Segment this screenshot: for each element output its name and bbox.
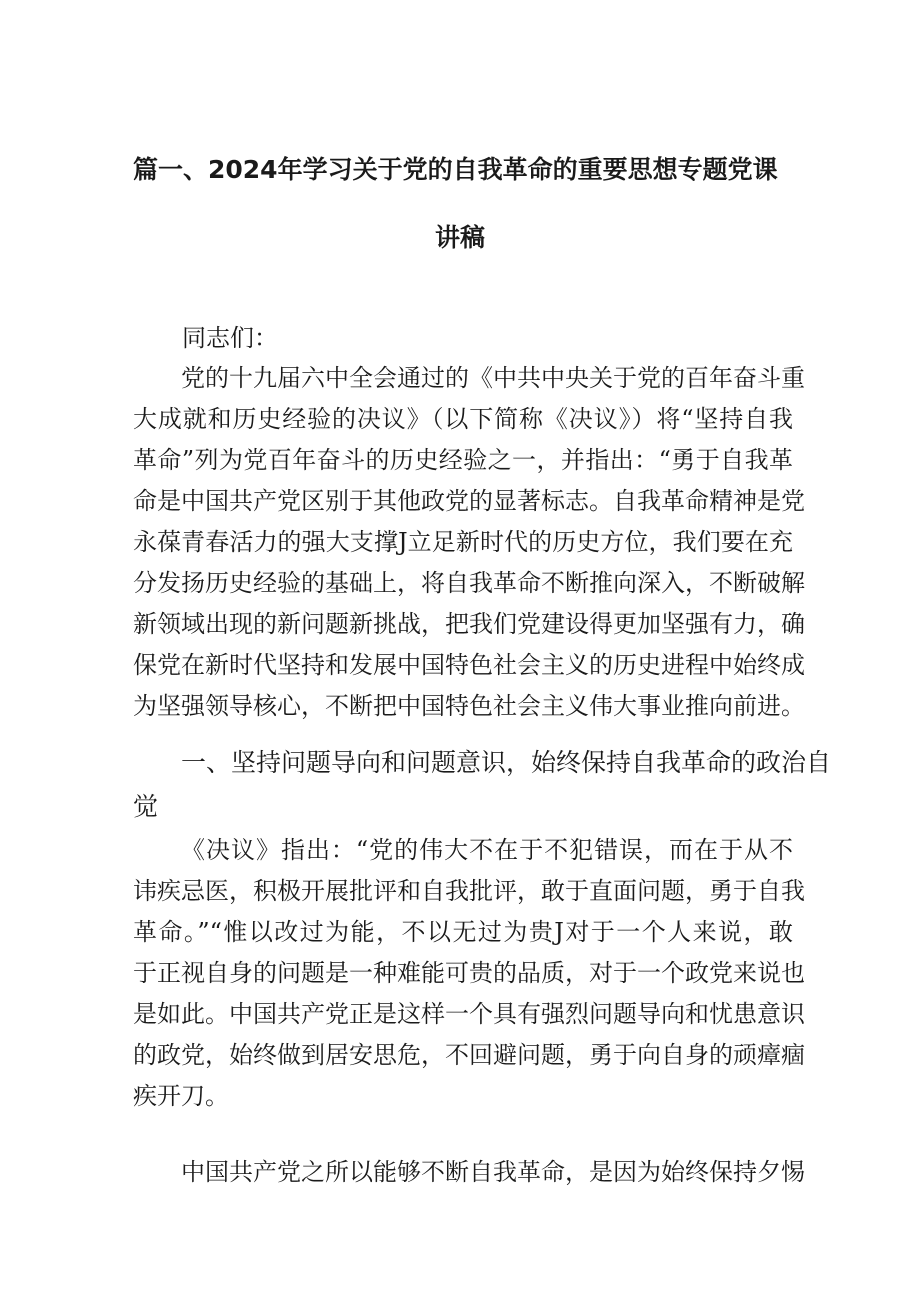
heading-line: 觉 — [133, 792, 159, 821]
paragraph-line: 分发扬历史经验的基础上，将自我革命不断推向深入，不断破解 — [133, 569, 805, 597]
paragraph-line: 讳疾忌医，积极开展批评和自我批评，敢于直面问题，勇于自我 — [133, 877, 805, 905]
paragraph-line: 为坚强领导核心，不断把中国特色社会主义伟大事业推向前进。 — [133, 692, 805, 720]
paragraph-line: 党的十九届六中全会通过的《中共中央关于党的百年奋斗重 — [181, 364, 805, 392]
paragraph-line: 新领域出现的新问题新挑战，把我们党建设得更加坚强有力，确 — [133, 610, 805, 638]
paragraph-2 — [133, 830, 805, 1117]
section-heading-1 — [133, 741, 832, 829]
paragraph-line: 是如此。中国共产党正是这样一个具有强烈问题导向和忧患意识 — [133, 1000, 805, 1028]
paragraph-line: 《决议》指出：“党的伟大不在于不犯错误，而在于从不 — [181, 836, 793, 864]
heading-line: 一、坚持问题导向和问题意识，始终保持自我革命的政治自 — [181, 748, 832, 777]
paragraph-line: 命是中国共产党区别于其他政党的显著标志。自我革命精神是党 — [133, 487, 805, 515]
greeting: 同志们： — [182, 324, 278, 352]
paragraph-line: 大成就和历史经验的决议》（以下简称《决议》）将“坚持自我 — [133, 405, 793, 433]
paragraph-line: 革命”列为党百年奋斗的历史经验之一，并指出：“勇于自我革 — [133, 446, 793, 474]
paragraph-line: 保党在新时代坚持和发展中国特色社会主义的历史进程中始终成 — [133, 651, 805, 679]
paragraph-line: 永葆青春活力的强大支撑J立足新时代的历史方位，我们要在充 — [133, 528, 793, 556]
paragraph-line: 革命。”“惟以改过为能，不以无过为贵J对于一个人来说，敢 — [133, 918, 793, 946]
paragraph-line: 于正视自身的问题是一种难能可贵的品质，对于一个政党来说也 — [133, 959, 805, 987]
paragraph-line: 疾开刀。 — [133, 1082, 229, 1110]
paragraph-3 — [133, 1152, 805, 1193]
paragraph-line: 中国共产党之所以能够不断自我革命，是因为始终保持夕惕 — [181, 1158, 805, 1186]
paragraph-1 — [133, 358, 805, 727]
document-title-line1: 篇一、2024年学习关于党的自我革命的重要思想专题党课 — [133, 155, 778, 184]
paragraph-line: 的政党，始终做到居安思危，不回避问题，勇于向自身的顽瘴痼 — [133, 1041, 805, 1069]
document-title-line2: 讲稿 — [434, 223, 485, 252]
